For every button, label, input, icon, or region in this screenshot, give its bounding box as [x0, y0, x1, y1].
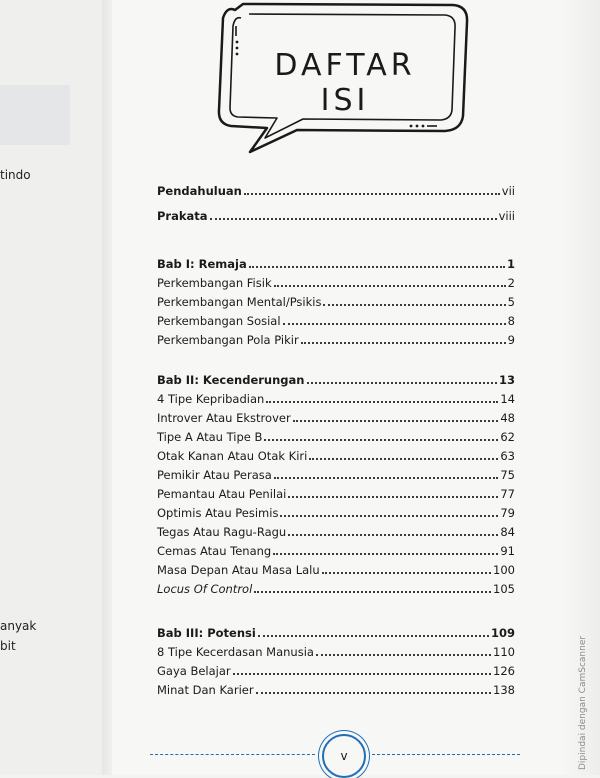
toc-entry-page: 8 — [507, 314, 515, 328]
toc-entry-page: 91 — [500, 544, 515, 558]
toc-entry[interactable] — [157, 559, 515, 577]
dot-leader — [256, 691, 491, 694]
dot-leader — [233, 672, 491, 675]
toc-entry-label: Perkembangan Fisik — [157, 276, 272, 290]
toc-entry-prakata[interactable] — [157, 205, 515, 223]
toc-entry-label: Tipe A Atau Tipe B — [157, 430, 263, 444]
toc-entry-page: 62 — [500, 430, 515, 444]
toc-entry-label: Gaya Belajar — [157, 664, 231, 678]
toc-entry-page: 48 — [500, 411, 515, 425]
toc-entry[interactable] — [157, 521, 515, 539]
toc-entry-label: Optimis Atau Pesimis — [157, 506, 279, 520]
toc-entry-page: 84 — [500, 525, 515, 539]
toc-entry-page: viii — [498, 209, 515, 223]
toc-entry-page: 9 — [507, 333, 515, 347]
toc-chapter-page: 13 — [498, 373, 515, 387]
toc-entry-label: Locus Of Control — [157, 582, 253, 596]
page-title: DAFTAR ISI — [274, 48, 416, 118]
toc-chapter-3[interactable] — [157, 622, 515, 640]
toc-entry-page: 77 — [500, 487, 515, 501]
dot-leader — [273, 552, 498, 555]
toc-entry-page: 5 — [507, 295, 515, 309]
toc-entry[interactable] — [157, 502, 515, 520]
toc-entry[interactable] — [157, 445, 515, 463]
toc-entry-page: vii — [501, 184, 515, 198]
dot-leader — [244, 192, 500, 195]
toc-entry[interactable] — [157, 679, 515, 697]
toc-entry[interactable] — [157, 641, 515, 659]
dot-leader — [293, 419, 499, 422]
toc-entry-page: 14 — [500, 392, 515, 406]
toc-entry[interactable] — [157, 483, 515, 501]
toc-entry-page: 110 — [493, 645, 515, 659]
dot-leader — [264, 438, 498, 441]
dot-leader — [258, 634, 489, 637]
toc-entry-label: Cemas Atau Tenang — [157, 544, 272, 558]
toc-entry-page: 100 — [493, 563, 515, 577]
toc-entry-page: 105 — [493, 582, 515, 596]
dot-leader — [210, 217, 497, 220]
toc-entry[interactable] — [157, 464, 515, 482]
toc-entry[interactable] — [157, 660, 515, 678]
facing-page-fragment: bit — [0, 639, 16, 653]
toc-entry[interactable] — [157, 426, 515, 444]
toc-entry[interactable] — [157, 310, 515, 328]
dot-leader — [301, 341, 506, 344]
toc-chapter-title: Bab II: Kecenderungan — [157, 373, 305, 387]
dot-leader — [280, 514, 498, 517]
toc-entry-label: 4 Tipe Kepribadian — [157, 392, 265, 406]
toc-entry-page: 2 — [507, 276, 515, 290]
dot-leader — [274, 284, 506, 287]
dot-leader — [266, 400, 498, 403]
toc-entry-label: Tegas Atau Ragu-Ragu — [157, 525, 287, 539]
dot-leader — [307, 381, 497, 384]
toc-chapter-page: 109 — [490, 626, 515, 640]
toc-entry-pendahuluan[interactable] — [157, 180, 515, 198]
toc-chapter-title: Bab III: Potensi — [157, 626, 256, 640]
toc-entry-label: Perkembangan Mental/Psikis — [157, 295, 322, 309]
toc-entry[interactable] — [157, 329, 515, 347]
toc-entry-page: 126 — [493, 664, 515, 678]
dot-leader — [316, 653, 491, 656]
dot-leader — [322, 571, 491, 574]
toc-entry-label: Masa Depan Atau Masa Lalu — [157, 563, 320, 577]
toc-entry-label: Minat Dan Karier — [157, 683, 254, 697]
toc-entry[interactable] — [157, 291, 515, 309]
toc-entry-label: Prakata — [157, 209, 208, 223]
toc-entry-page: 138 — [493, 683, 515, 697]
footer-rule-left — [150, 754, 315, 755]
facing-page-fragment: tindo — [0, 168, 31, 182]
facing-page-fragment: anyak — [0, 619, 37, 633]
toc-entry-page: 75 — [500, 468, 515, 482]
facing-page-margin — [0, 0, 110, 775]
dot-leader — [288, 533, 498, 536]
toc-entry[interactable] — [157, 540, 515, 558]
toc-entry-label: Pemantau Atau Penilai — [157, 487, 287, 501]
dot-leader — [288, 495, 498, 498]
toc-entry-label: Otak Kanan Atau Otak Kiri — [157, 449, 308, 463]
dot-leader — [309, 457, 498, 460]
toc-entry[interactable] — [157, 272, 515, 290]
toc-entry-label: 8 Tipe Kecerdasan Manusia — [157, 645, 314, 659]
page-number: v — [322, 734, 366, 778]
toc-entry-label: Perkembangan Sosial — [157, 314, 281, 328]
scanner-watermark: Dipindai dengan CamScanner — [578, 635, 588, 770]
toc-entry-page: 79 — [500, 506, 515, 520]
footer-rule-right — [372, 754, 520, 755]
toc-chapter-1[interactable] — [157, 253, 515, 271]
toc-entry-label: Perkembangan Pola Pikir — [157, 333, 299, 347]
dot-leader — [283, 322, 506, 325]
dot-leader — [274, 476, 499, 479]
toc-entry[interactable] — [157, 388, 515, 406]
toc-entry[interactable] — [157, 578, 515, 596]
toc-entry-page: 63 — [500, 449, 515, 463]
toc-chapter-title: Bab I: Remaja — [157, 257, 247, 271]
dot-leader — [254, 590, 491, 593]
toc-entry-label: Pendahuluan — [157, 184, 242, 198]
facing-page-shadow — [0, 85, 70, 145]
toc-entry-label: Introver Atau Ekstrover — [157, 411, 291, 425]
dot-leader — [249, 265, 505, 268]
toc-entry[interactable] — [157, 407, 515, 425]
dot-leader — [323, 303, 505, 306]
toc-entry-label: Pemikir Atau Perasa — [157, 468, 272, 482]
toc-chapter-2[interactable] — [157, 369, 515, 387]
toc-chapter-page: 1 — [506, 257, 515, 271]
